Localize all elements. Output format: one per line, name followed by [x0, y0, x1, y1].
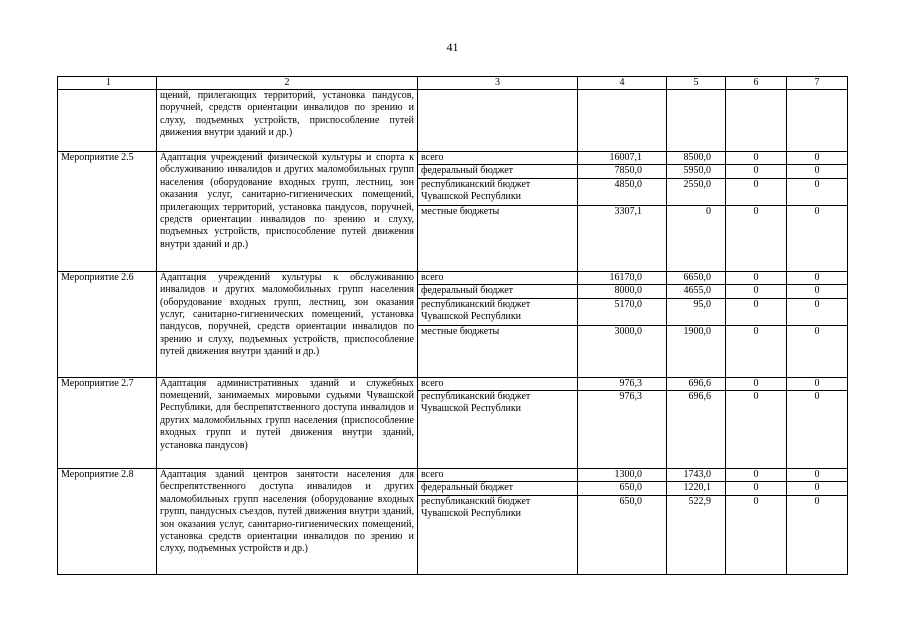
table-row	[58, 152, 848, 165]
table-body	[58, 90, 848, 575]
value-col-5-cell: 522,9	[667, 495, 726, 574]
value-col-4-cell: 1300,0	[578, 469, 667, 482]
value-col-7-cell: 0	[787, 469, 848, 482]
value-col-4-cell: 5170,0	[578, 298, 667, 325]
event-name-cell: Мероприятие 2.7	[58, 377, 157, 468]
event-description-cell: Адаптация учреждений культуры к обслуживанию инвалидов и других маломобильных групп населения (оборудование входных групп, лестниц, зон оказания услуг, санитарно-гигиенических помещений, установка пандусов, поручней, средств ориентации инвалидов по зрению и слуху, подъемных устройств, приспособление путей движения внутри зданий и др.)	[157, 271, 418, 377]
value-col-7-cell: 0	[787, 178, 848, 205]
value-col-4-cell: 7850,0	[578, 165, 667, 178]
column-header-4: 4	[578, 77, 667, 90]
value-col-7-cell: 0	[787, 325, 848, 377]
event-description-cell: щений, прилегающих территорий, установка пандусов, поручней, средств ориентации инвалидов по зрению и слуху, подъемных устройств, приспособление путей движения внутри зданий и др.)	[157, 90, 418, 152]
value-col-6-cell: 0	[726, 165, 787, 178]
funding-source-cell: всего	[418, 152, 578, 165]
event-description-cell: Адаптация административных зданий и служебных помещений, занимаемых мировыми судьями Чувашской Республики, для беспрепятственного доступа инвалидов и других маломобильных групп населения (приспособление входных групп и путей движения внутри зданий, установка пандусов)	[157, 377, 418, 468]
column-header-7: 7	[787, 77, 848, 90]
column-header-6: 6	[726, 77, 787, 90]
column-header-1: 1	[58, 77, 157, 90]
value-col-5-cell	[667, 90, 726, 152]
funding-source-cell: всего	[418, 271, 578, 284]
value-col-6-cell: 0	[726, 178, 787, 205]
value-col-5-cell: 1220,1	[667, 482, 726, 495]
value-col-5-cell: 8500,0	[667, 152, 726, 165]
value-col-7-cell: 0	[787, 285, 848, 298]
funding-source-cell: всего	[418, 377, 578, 390]
header-row	[58, 77, 848, 90]
value-col-7-cell: 0	[787, 298, 848, 325]
value-col-6-cell: 0	[726, 271, 787, 284]
value-col-4-cell: 3307,1	[578, 205, 667, 271]
value-col-6-cell: 0	[726, 285, 787, 298]
funding-source-cell: республиканский бюджет Чувашской Республики	[418, 298, 578, 325]
table-row	[58, 271, 848, 284]
value-col-6-cell: 0	[726, 495, 787, 574]
value-col-5-cell: 2550,0	[667, 178, 726, 205]
value-col-7-cell: 0	[787, 205, 848, 271]
value-col-4-cell: 976,3	[578, 391, 667, 469]
value-col-6-cell: 0	[726, 325, 787, 377]
value-col-7-cell: 0	[787, 377, 848, 390]
funding-source-cell: федеральный бюджет	[418, 165, 578, 178]
value-col-7-cell: 0	[787, 165, 848, 178]
value-col-5-cell: 6650,0	[667, 271, 726, 284]
value-col-6-cell: 0	[726, 469, 787, 482]
value-col-6-cell: 0	[726, 298, 787, 325]
value-col-4-cell: 650,0	[578, 495, 667, 574]
value-col-6-cell: 0	[726, 377, 787, 390]
budget-table	[57, 76, 848, 575]
value-col-6-cell: 0	[726, 391, 787, 469]
value-col-4-cell: 976,3	[578, 377, 667, 390]
event-name-cell: Мероприятие 2.6	[58, 271, 157, 377]
funding-source-cell: республиканский бюджет Чувашской Республики	[418, 495, 578, 574]
page-number: 41	[446, 40, 459, 54]
value-col-7-cell: 0	[787, 482, 848, 495]
event-description-cell: Адаптация зданий центров занятости населения для беспрепятственного доступа инвалидов и других маломобильных групп населения (оборудование входных групп, пандусных съездов, путей движения внутри зданий, зон оказания услуг, санитарно-гигиенических помещений, установка средств ориентации инвалидов по зрению и слуху, подъемных устройств и др.)	[157, 469, 418, 575]
funding-source-cell: федеральный бюджет	[418, 285, 578, 298]
value-col-7-cell: 0	[787, 391, 848, 469]
value-col-5-cell: 4655,0	[667, 285, 726, 298]
value-col-4-cell: 16007,1	[578, 152, 667, 165]
value-col-5-cell: 696,6	[667, 377, 726, 390]
table-row	[58, 90, 848, 152]
table-row	[58, 377, 848, 390]
value-col-7-cell	[787, 90, 848, 152]
table-row	[58, 469, 848, 482]
column-header-2: 2	[157, 77, 418, 90]
funding-source-cell: местные бюджеты	[418, 325, 578, 377]
event-name-cell: Мероприятие 2.5	[58, 152, 157, 272]
event-name-cell: Мероприятие 2.8	[58, 469, 157, 575]
column-header-5: 5	[667, 77, 726, 90]
value-col-4-cell: 4850,0	[578, 178, 667, 205]
event-description-cell: Адаптация учреждений физической культуры и спорта к обслуживанию инвалидов и других маломобильных групп населения (оборудование входных групп, лестниц, зон оказания услуг, санитарно-гигиенических помещений, прилегающих территорий, установка пандусов, поручней, средств ориентации инвалидов по зрению и слуху, подъемных устройств, приспособление путей движения внутри зданий и др.)	[157, 152, 418, 272]
value-col-5-cell: 5950,0	[667, 165, 726, 178]
event-name-cell	[58, 90, 157, 152]
value-col-6-cell: 0	[726, 205, 787, 271]
value-col-7-cell: 0	[787, 495, 848, 574]
value-col-4-cell: 3000,0	[578, 325, 667, 377]
value-col-5-cell: 95,0	[667, 298, 726, 325]
funding-source-cell: федеральный бюджет	[418, 482, 578, 495]
funding-source-cell: всего	[418, 469, 578, 482]
value-col-4-cell: 650,0	[578, 482, 667, 495]
column-header-3: 3	[418, 77, 578, 90]
funding-source-cell	[418, 90, 578, 152]
value-col-5-cell: 1743,0	[667, 469, 726, 482]
value-col-4-cell	[578, 90, 667, 152]
value-col-5-cell: 0	[667, 205, 726, 271]
value-col-4-cell: 8000,0	[578, 285, 667, 298]
value-col-5-cell: 1900,0	[667, 325, 726, 377]
value-col-5-cell: 696,6	[667, 391, 726, 469]
value-col-7-cell: 0	[787, 152, 848, 165]
value-col-7-cell: 0	[787, 271, 848, 284]
value-col-6-cell	[726, 90, 787, 152]
funding-source-cell: республиканский бюджет Чувашской Республики	[418, 178, 578, 205]
value-col-6-cell: 0	[726, 152, 787, 165]
value-col-4-cell: 16170,0	[578, 271, 667, 284]
funding-source-cell: республиканский бюджет Чувашской Республики	[418, 391, 578, 469]
value-col-6-cell: 0	[726, 482, 787, 495]
funding-source-cell: местные бюджеты	[418, 205, 578, 271]
